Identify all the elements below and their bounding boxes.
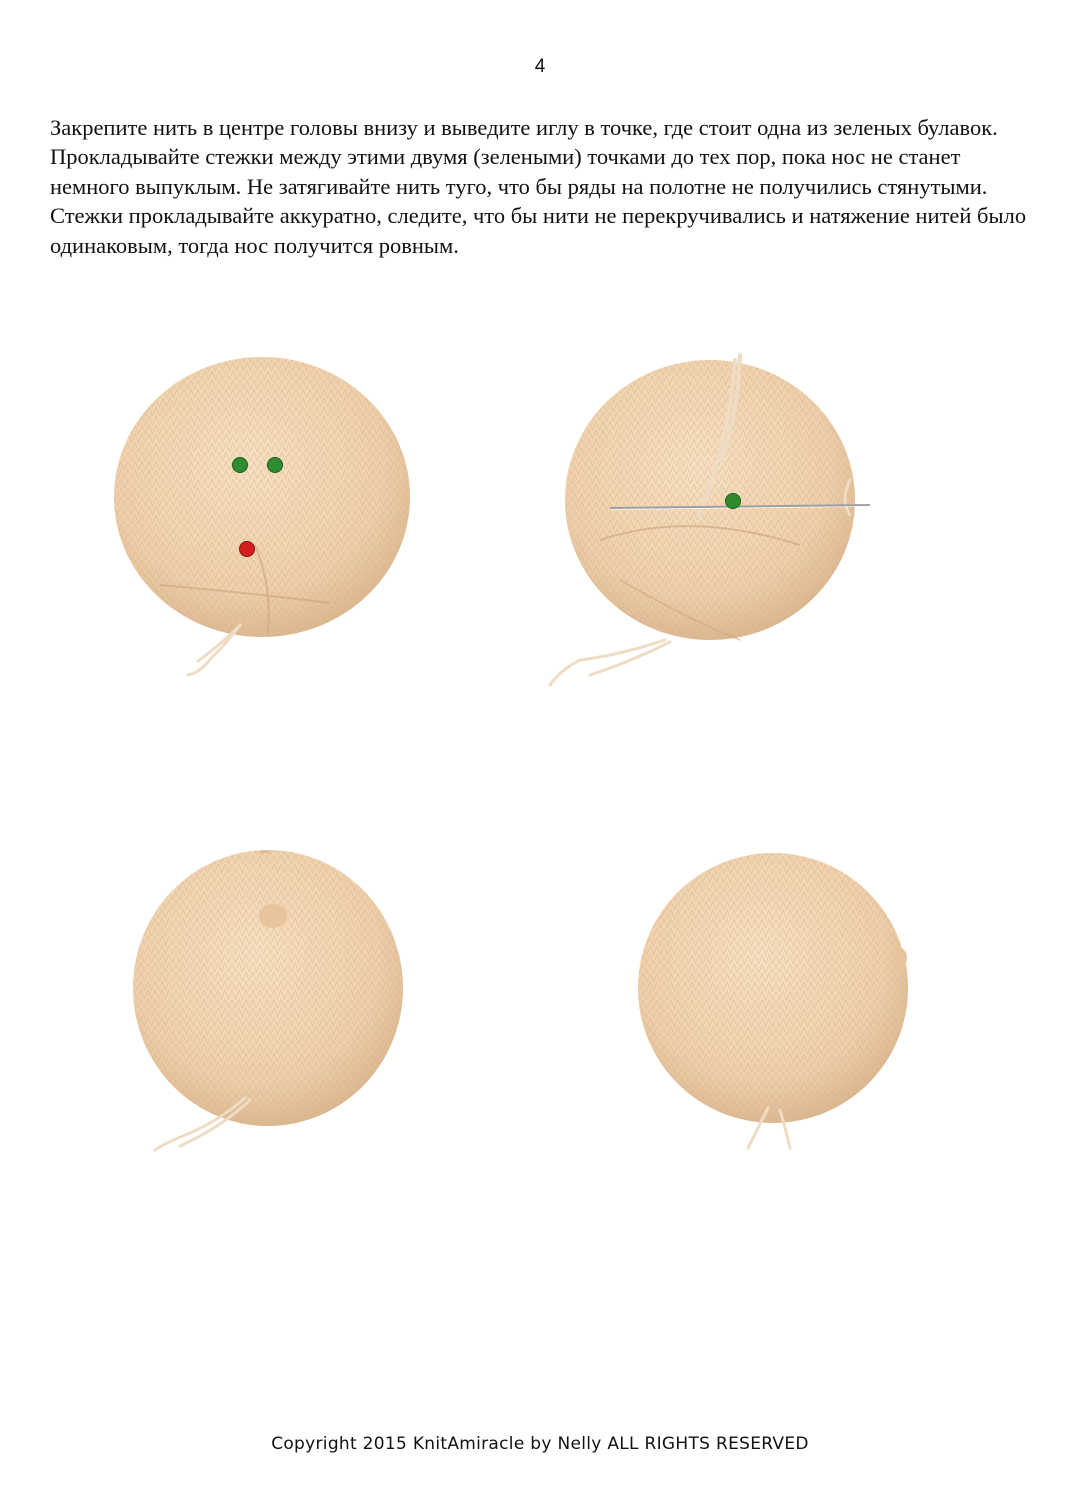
green-pin-right (268, 458, 283, 473)
photo-nose-front-view (120, 828, 440, 1168)
copyright-footer: Copyright 2015 KnitAmiracle by Nelly ALL RIGHTS RESERVED (271, 1434, 809, 1454)
yarn-tail (550, 640, 670, 685)
green-pin-left (233, 458, 248, 473)
instructions-paragraph: Закрепите нить в центре головы внизу и выведите иглу в точке, где стоит одна из зеленых булавок. Прокладывайте стежки между этими двумя (зелеными) точками до тех пор, пока нос не станет немного выпуклым. Не затягивайте нить туго, что бы ряды на полотне не получились стянутыми. Стежки прокладывайте аккуратно, следите, что бы нити не перекручивались и натяжение нитей было одинаковым, тогда нос получится ровным. (50, 115, 1027, 258)
photo-head-with-pins (100, 335, 440, 695)
yarn-tail (188, 625, 240, 675)
photo-nose-side-view (608, 838, 928, 1158)
nose-bump (259, 904, 287, 928)
page-number: 4 (534, 56, 546, 77)
green-pin (726, 494, 741, 509)
red-pin (240, 542, 255, 557)
photo-head-with-needle (540, 340, 890, 690)
nose-bump (893, 948, 907, 968)
